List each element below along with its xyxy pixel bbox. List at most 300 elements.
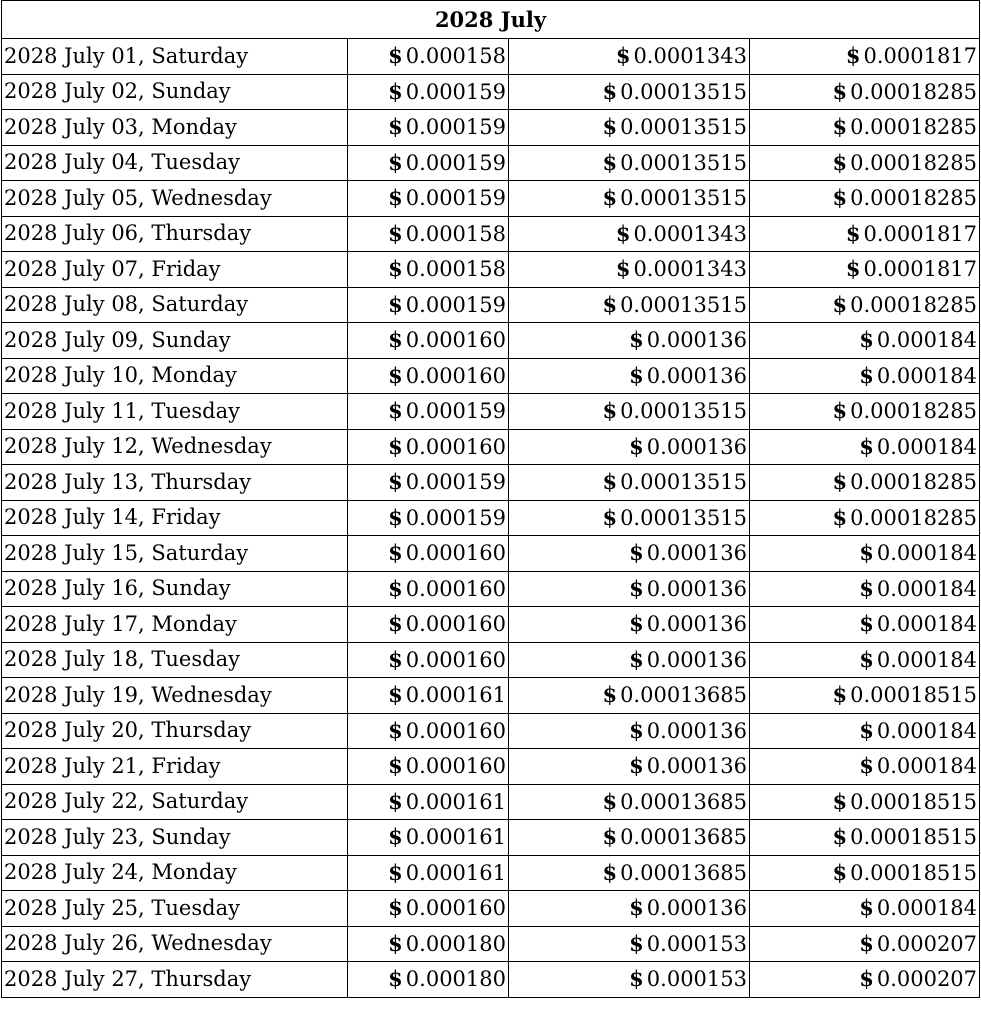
table-row [2, 891, 980, 927]
dollar-sign: $ [629, 362, 644, 388]
price-cell-3 [750, 110, 980, 146]
price-value-3: 0.00018285 [850, 186, 978, 211]
table-row [2, 784, 980, 820]
price-cell-2 [509, 110, 750, 146]
dollar-sign: $ [388, 291, 403, 317]
dollar-sign: $ [859, 966, 874, 992]
price-value-2: 0.000136 [646, 576, 747, 601]
dollar-sign: $ [388, 114, 403, 140]
price-value-2: 0.00013685 [620, 825, 747, 850]
price-value-2: 0.00013515 [620, 79, 747, 104]
dollar-sign: $ [859, 930, 874, 956]
price-value-3: 0.00018285 [850, 470, 978, 495]
dollar-sign: $ [629, 611, 644, 637]
price-value-1: 0.000159 [405, 79, 506, 104]
dollar-sign: $ [832, 78, 848, 104]
price-cell-3 [750, 465, 980, 501]
price-cell-2 [509, 820, 750, 856]
table-row [2, 358, 980, 394]
price-cell-3 [750, 962, 980, 998]
price-cell-2 [509, 39, 750, 75]
price-value-1: 0.000160 [405, 363, 506, 388]
price-value-3: 0.0001817 [863, 44, 978, 69]
price-cell-2 [509, 962, 750, 998]
price-cell-1 [348, 820, 509, 856]
date-cell: 2028 July 25, Tuesday [2, 891, 348, 927]
price-value-2: 0.0001343 [633, 221, 747, 246]
price-cell-2 [509, 287, 750, 323]
price-value-3: 0.00018515 [850, 860, 978, 885]
price-value-3: 0.00018515 [850, 789, 978, 814]
price-cell-1 [348, 784, 509, 820]
price-cell-1 [348, 39, 509, 75]
price-value-2: 0.000136 [646, 363, 747, 388]
dollar-sign: $ [859, 327, 874, 353]
dollar-sign: $ [832, 788, 848, 814]
dollar-sign: $ [602, 114, 618, 140]
price-cell-3 [750, 39, 980, 75]
price-cell-3 [750, 145, 980, 181]
price-cell-3 [750, 607, 980, 643]
price-value-2: 0.00013515 [620, 186, 747, 211]
dollar-sign: $ [629, 575, 644, 601]
dollar-sign: $ [388, 469, 403, 495]
table-title-row [2, 1, 980, 39]
table-row [2, 855, 980, 891]
dollar-sign: $ [388, 185, 403, 211]
dollar-sign: $ [859, 433, 874, 459]
date-cell: 2028 July 08, Saturday [2, 287, 348, 323]
price-value-2: 0.000136 [646, 328, 747, 353]
price-cell-1 [348, 642, 509, 678]
date-cell: 2028 July 10, Monday [2, 358, 348, 394]
dollar-sign: $ [388, 256, 403, 282]
date-cell: 2028 July 07, Friday [2, 252, 348, 288]
price-value-2: 0.00013685 [620, 860, 747, 885]
price-cell-1 [348, 110, 509, 146]
dollar-sign: $ [859, 646, 874, 672]
price-value-2: 0.00013515 [620, 115, 747, 140]
dollar-sign: $ [859, 717, 874, 743]
dollar-sign: $ [832, 824, 848, 850]
price-value-1: 0.000160 [405, 647, 506, 672]
dollar-sign: $ [859, 362, 874, 388]
price-value-2: 0.0001343 [633, 44, 747, 69]
dollar-sign: $ [832, 114, 848, 140]
price-value-3: 0.000207 [876, 967, 978, 992]
price-value-1: 0.000159 [405, 292, 506, 317]
price-cell-3 [750, 500, 980, 536]
price-value-1: 0.000158 [405, 257, 506, 282]
price-value-1: 0.000159 [405, 505, 506, 530]
dollar-sign: $ [615, 256, 631, 282]
price-cell-3 [750, 749, 980, 785]
dollar-sign: $ [388, 930, 403, 956]
dollar-sign: $ [859, 611, 874, 637]
price-value-3: 0.00018515 [850, 825, 978, 850]
price-value-1: 0.000161 [405, 860, 506, 885]
table-row [2, 536, 980, 572]
date-cell: 2028 July 27, Thursday [2, 962, 348, 998]
date-cell: 2028 July 11, Tuesday [2, 394, 348, 430]
dollar-sign: $ [602, 185, 618, 211]
price-cell-2 [509, 394, 750, 430]
price-cell-2 [509, 216, 750, 252]
price-cell-1 [348, 500, 509, 536]
price-value-1: 0.000160 [405, 718, 506, 743]
price-value-2: 0.000136 [646, 718, 747, 743]
price-cell-2 [509, 749, 750, 785]
price-value-3: 0.000184 [876, 434, 978, 459]
dollar-sign: $ [388, 149, 403, 175]
date-cell: 2028 July 20, Thursday [2, 713, 348, 749]
price-cell-2 [509, 181, 750, 217]
dollar-sign: $ [859, 540, 874, 566]
price-value-1: 0.000160 [405, 612, 506, 637]
price-cell-3 [750, 429, 980, 465]
price-cell-1 [348, 891, 509, 927]
dollar-sign: $ [388, 575, 403, 601]
price-value-1: 0.000159 [405, 399, 506, 424]
table-body [2, 1, 980, 998]
table-row [2, 287, 980, 323]
price-value-3: 0.00018285 [850, 115, 978, 140]
table-row [2, 713, 980, 749]
price-cell-2 [509, 607, 750, 643]
dollar-sign: $ [388, 824, 403, 850]
price-value-2: 0.00013685 [620, 789, 747, 814]
dollar-sign: $ [832, 291, 848, 317]
dollar-sign: $ [602, 682, 618, 708]
price-value-3: 0.000184 [876, 896, 978, 921]
price-cell-2 [509, 642, 750, 678]
price-cell-1 [348, 429, 509, 465]
dollar-sign: $ [602, 469, 618, 495]
price-value-2: 0.000153 [646, 967, 747, 992]
dollar-sign: $ [832, 185, 848, 211]
date-cell: 2028 July 17, Monday [2, 607, 348, 643]
dollar-sign: $ [629, 753, 644, 779]
price-value-2: 0.00013515 [620, 292, 747, 317]
dollar-sign: $ [388, 78, 403, 104]
price-value-2: 0.000136 [646, 754, 747, 779]
dollar-sign: $ [388, 43, 403, 69]
price-cell-2 [509, 891, 750, 927]
table-row [2, 145, 980, 181]
dollar-sign: $ [845, 220, 861, 246]
dollar-sign: $ [629, 540, 644, 566]
price-cell-2 [509, 358, 750, 394]
table-row [2, 394, 980, 430]
dollar-sign: $ [388, 895, 403, 921]
price-value-3: 0.000184 [876, 754, 978, 779]
dollar-sign: $ [388, 362, 403, 388]
price-value-2: 0.000136 [646, 434, 747, 459]
date-cell: 2028 July 24, Monday [2, 855, 348, 891]
table-row [2, 642, 980, 678]
price-value-3: 0.00018285 [850, 399, 978, 424]
price-cell-1 [348, 713, 509, 749]
date-cell: 2028 July 04, Tuesday [2, 145, 348, 181]
price-value-3: 0.000184 [876, 647, 978, 672]
price-value-3: 0.000184 [876, 718, 978, 743]
price-value-1: 0.000160 [405, 541, 506, 566]
price-value-1: 0.000160 [405, 754, 506, 779]
dollar-sign: $ [859, 895, 874, 921]
price-cell-1 [348, 74, 509, 110]
dollar-sign: $ [845, 256, 861, 282]
price-cell-2 [509, 713, 750, 749]
table-row [2, 216, 980, 252]
price-value-2: 0.000153 [646, 931, 747, 956]
price-cell-3 [750, 536, 980, 572]
dollar-sign: $ [388, 220, 403, 246]
table-row [2, 678, 980, 714]
price-value-3: 0.00018515 [850, 683, 978, 708]
dollar-sign: $ [388, 611, 403, 637]
price-value-2: 0.00013685 [620, 683, 747, 708]
dollar-sign: $ [629, 966, 644, 992]
dollar-sign: $ [388, 788, 403, 814]
table-title: 2028 July [2, 1, 980, 39]
dollar-sign: $ [629, 433, 644, 459]
dollar-sign: $ [388, 717, 403, 743]
dollar-sign: $ [845, 43, 861, 69]
dollar-sign: $ [602, 824, 618, 850]
price-value-1: 0.000160 [405, 328, 506, 353]
date-cell: 2028 July 21, Friday [2, 749, 348, 785]
dollar-sign: $ [602, 149, 618, 175]
dollar-sign: $ [629, 646, 644, 672]
dollar-sign: $ [388, 398, 403, 424]
dollar-sign: $ [615, 220, 631, 246]
date-cell: 2028 July 03, Monday [2, 110, 348, 146]
table-row [2, 749, 980, 785]
table-row [2, 571, 980, 607]
price-cell-1 [348, 216, 509, 252]
table-row [2, 465, 980, 501]
dollar-sign: $ [832, 682, 848, 708]
price-cell-2 [509, 571, 750, 607]
dollar-sign: $ [832, 149, 848, 175]
price-value-2: 0.00013515 [620, 505, 747, 530]
dollar-sign: $ [629, 895, 644, 921]
price-value-3: 0.000184 [876, 541, 978, 566]
date-cell: 2028 July 12, Wednesday [2, 429, 348, 465]
price-cell-1 [348, 145, 509, 181]
price-cell-1 [348, 607, 509, 643]
price-table [1, 0, 980, 998]
price-cell-3 [750, 323, 980, 359]
price-cell-1 [348, 855, 509, 891]
price-cell-2 [509, 465, 750, 501]
price-cell-3 [750, 216, 980, 252]
price-value-2: 0.00013515 [620, 399, 747, 424]
price-cell-2 [509, 323, 750, 359]
dollar-sign: $ [859, 575, 874, 601]
dollar-sign: $ [388, 504, 403, 530]
price-value-1: 0.000180 [405, 967, 506, 992]
table-row [2, 500, 980, 536]
table-row [2, 323, 980, 359]
price-value-1: 0.000159 [405, 150, 506, 175]
date-cell: 2028 July 14, Friday [2, 500, 348, 536]
price-cell-3 [750, 855, 980, 891]
price-cell-1 [348, 678, 509, 714]
dollar-sign: $ [388, 753, 403, 779]
price-value-2: 0.0001343 [633, 257, 747, 282]
dollar-sign: $ [832, 398, 848, 424]
price-cell-3 [750, 820, 980, 856]
dollar-sign: $ [859, 753, 874, 779]
price-value-1: 0.000161 [405, 683, 506, 708]
price-cell-3 [750, 713, 980, 749]
table-row [2, 429, 980, 465]
price-value-1: 0.000160 [405, 896, 506, 921]
table-row [2, 39, 980, 75]
date-cell: 2028 July 23, Sunday [2, 820, 348, 856]
price-value-3: 0.00018285 [850, 79, 978, 104]
date-cell: 2028 July 05, Wednesday [2, 181, 348, 217]
price-cell-2 [509, 74, 750, 110]
table-row [2, 252, 980, 288]
date-cell: 2028 July 06, Thursday [2, 216, 348, 252]
dollar-sign: $ [602, 78, 618, 104]
table-row [2, 926, 980, 962]
dollar-sign: $ [602, 859, 618, 885]
price-value-1: 0.000159 [405, 115, 506, 140]
price-cell-1 [348, 465, 509, 501]
dollar-sign: $ [832, 504, 848, 530]
table-row [2, 607, 980, 643]
date-cell: 2028 July 09, Sunday [2, 323, 348, 359]
price-cell-1 [348, 962, 509, 998]
price-cell-1 [348, 323, 509, 359]
price-cell-2 [509, 678, 750, 714]
date-cell: 2028 July 22, Saturday [2, 784, 348, 820]
table-row [2, 962, 980, 998]
price-value-2: 0.000136 [646, 541, 747, 566]
price-cell-3 [750, 891, 980, 927]
price-cell-1 [348, 571, 509, 607]
table-row [2, 820, 980, 856]
dollar-sign: $ [832, 859, 848, 885]
price-value-1: 0.000180 [405, 931, 506, 956]
price-cell-1 [348, 287, 509, 323]
price-value-2: 0.000136 [646, 896, 747, 921]
date-cell: 2028 July 13, Thursday [2, 465, 348, 501]
price-cell-2 [509, 429, 750, 465]
dollar-sign: $ [602, 788, 618, 814]
price-cell-3 [750, 358, 980, 394]
price-cell-3 [750, 74, 980, 110]
dollar-sign: $ [602, 398, 618, 424]
price-value-1: 0.000158 [405, 44, 506, 69]
price-cell-1 [348, 358, 509, 394]
price-value-3: 0.0001817 [863, 221, 978, 246]
dollar-sign: $ [615, 43, 631, 69]
price-value-1: 0.000161 [405, 825, 506, 850]
price-value-1: 0.000161 [405, 789, 506, 814]
price-value-3: 0.000184 [876, 612, 978, 637]
dollar-sign: $ [388, 682, 403, 708]
price-cell-3 [750, 571, 980, 607]
price-cell-2 [509, 926, 750, 962]
price-value-2: 0.000136 [646, 647, 747, 672]
dollar-sign: $ [602, 504, 618, 530]
price-value-3: 0.000207 [876, 931, 978, 956]
price-cell-2 [509, 855, 750, 891]
date-cell: 2028 July 02, Sunday [2, 74, 348, 110]
price-value-1: 0.000160 [405, 576, 506, 601]
price-cell-3 [750, 394, 980, 430]
price-value-1: 0.000160 [405, 434, 506, 459]
price-cell-2 [509, 784, 750, 820]
price-value-1: 0.000159 [405, 470, 506, 495]
date-cell: 2028 July 15, Saturday [2, 536, 348, 572]
price-cell-3 [750, 181, 980, 217]
price-cell-3 [750, 678, 980, 714]
price-cell-3 [750, 252, 980, 288]
price-value-3: 0.000184 [876, 328, 978, 353]
price-value-3: 0.000184 [876, 576, 978, 601]
dollar-sign: $ [388, 327, 403, 353]
date-cell: 2028 July 18, Tuesday [2, 642, 348, 678]
dollar-sign: $ [388, 540, 403, 566]
price-cell-1 [348, 394, 509, 430]
dollar-sign: $ [629, 930, 644, 956]
table-row [2, 74, 980, 110]
price-cell-2 [509, 500, 750, 536]
price-value-3: 0.0001817 [863, 257, 978, 282]
price-cell-2 [509, 145, 750, 181]
dollar-sign: $ [388, 646, 403, 672]
dollar-sign: $ [832, 469, 848, 495]
date-cell: 2028 July 01, Saturday [2, 39, 348, 75]
price-value-1: 0.000159 [405, 186, 506, 211]
price-value-3: 0.00018285 [850, 292, 978, 317]
price-cell-2 [509, 252, 750, 288]
dollar-sign: $ [629, 717, 644, 743]
table-row [2, 181, 980, 217]
date-cell: 2028 July 19, Wednesday [2, 678, 348, 714]
price-cell-1 [348, 749, 509, 785]
dollar-sign: $ [602, 291, 618, 317]
table-row [2, 110, 980, 146]
date-cell: 2028 July 16, Sunday [2, 571, 348, 607]
price-cell-3 [750, 642, 980, 678]
price-cell-1 [348, 181, 509, 217]
date-cell: 2028 July 26, Wednesday [2, 926, 348, 962]
price-cell-3 [750, 926, 980, 962]
price-value-3: 0.00018285 [850, 505, 978, 530]
price-value-3: 0.000184 [876, 363, 978, 388]
price-cell-1 [348, 926, 509, 962]
price-cell-3 [750, 784, 980, 820]
price-cell-2 [509, 536, 750, 572]
price-value-3: 0.00018285 [850, 150, 978, 175]
dollar-sign: $ [629, 327, 644, 353]
dollar-sign: $ [388, 966, 403, 992]
price-value-2: 0.00013515 [620, 150, 747, 175]
price-cell-1 [348, 252, 509, 288]
price-value-2: 0.00013515 [620, 470, 747, 495]
price-value-2: 0.000136 [646, 612, 747, 637]
dollar-sign: $ [388, 433, 403, 459]
price-value-1: 0.000158 [405, 221, 506, 246]
price-cell-3 [750, 287, 980, 323]
dollar-sign: $ [388, 859, 403, 885]
